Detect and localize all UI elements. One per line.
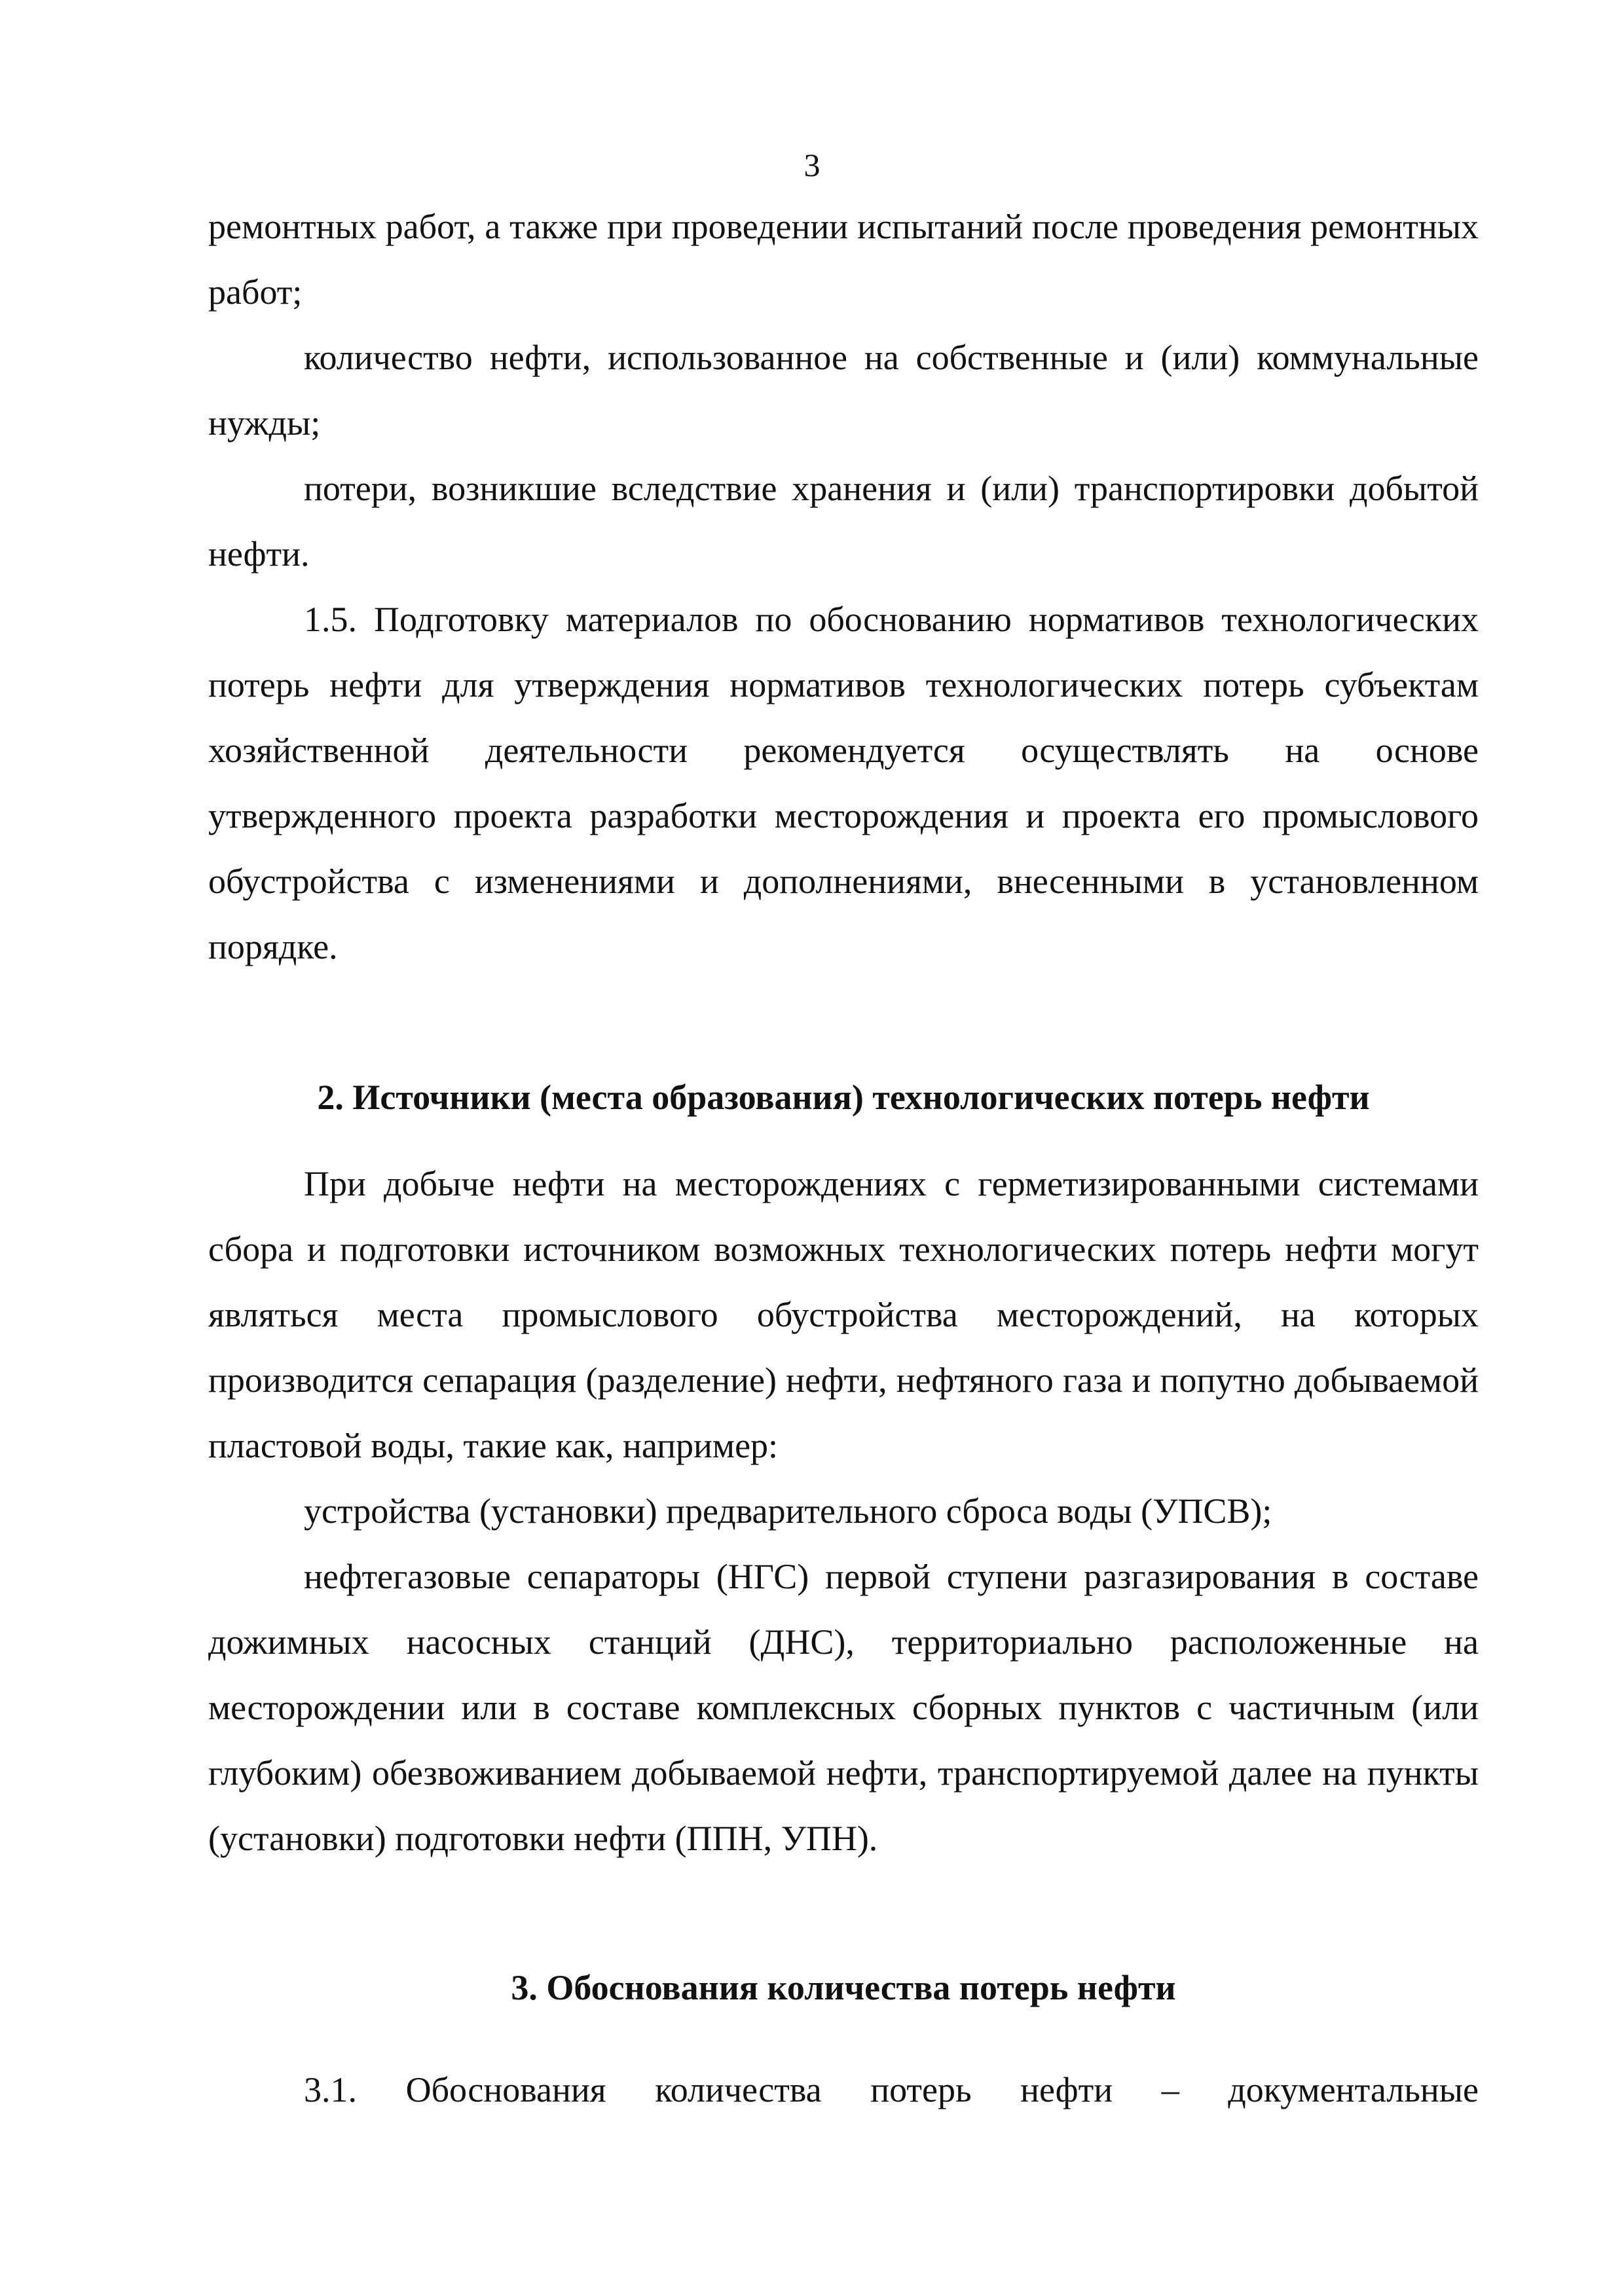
- page-number: 3: [803, 147, 821, 183]
- paragraph-1-5: 1.5. Подготовку материалов по обоснованию нормативов технологических потерь нефти для утверждения нормативов технологических потерь субъектам хозяйственной деятельности рекомендуется осуществлять на основе утвержденного проекта разработки месторождения и проекта его промыслового обустройства с изменениями и дополнениями, внесенными в установленном порядке.: [208, 600, 1479, 966]
- paragraph-loss-sources: При добыче нефти на месторождениях с герметизированными системами сбора и подготовки источником возможных технологических потерь нефти могут являться места промыслового обустройства месторождений, на которых производится сепарация (разделение) нефти, нефтяного газа и попутно добываемой пластовой воды, такие как, например:: [208, 1164, 1479, 1465]
- paragraph-storage-losses: потери, возникшие вследствие хранения и (или) транспортировки добытой нефти.: [208, 469, 1479, 574]
- section1-text: [208, 194, 1479, 979]
- section3-text: [208, 2057, 1479, 2123]
- section2-heading: 2. Источники (места образования) технологических потерь нефти: [317, 1078, 1370, 1117]
- section3-heading: 3. Обоснования количества потерь нефти: [511, 1968, 1176, 2007]
- section2-text: [208, 1151, 1479, 1871]
- paragraph-ngs: нефтегазовые сепараторы (НГС) первой ступени разгазирования в составе дожимных насосных станций (ДНС), территориально расположенные на месторождении или в составе комплексных сборных пунктов с частичным (или глубоким) обезвоживанием добываемой нефти, транспортируемой далее на пункты (установки) подготовки нефти (ППН, УПН).: [208, 1557, 1479, 1858]
- paragraph-3-1: 3.1. Обоснования количества потерь нефти – документальные: [304, 2070, 1479, 2109]
- paragraph-own-needs: количество нефти, использованное на собственные и (или) коммунальные нужды;: [208, 338, 1479, 443]
- paragraph-upsv: устройства (установки) предварительного сброса воды (УПСВ);: [304, 1491, 1272, 1531]
- paragraph-repair-works: ремонтных работ, а также при проведении испытаний после проведения ремонтных работ;: [208, 207, 1479, 312]
